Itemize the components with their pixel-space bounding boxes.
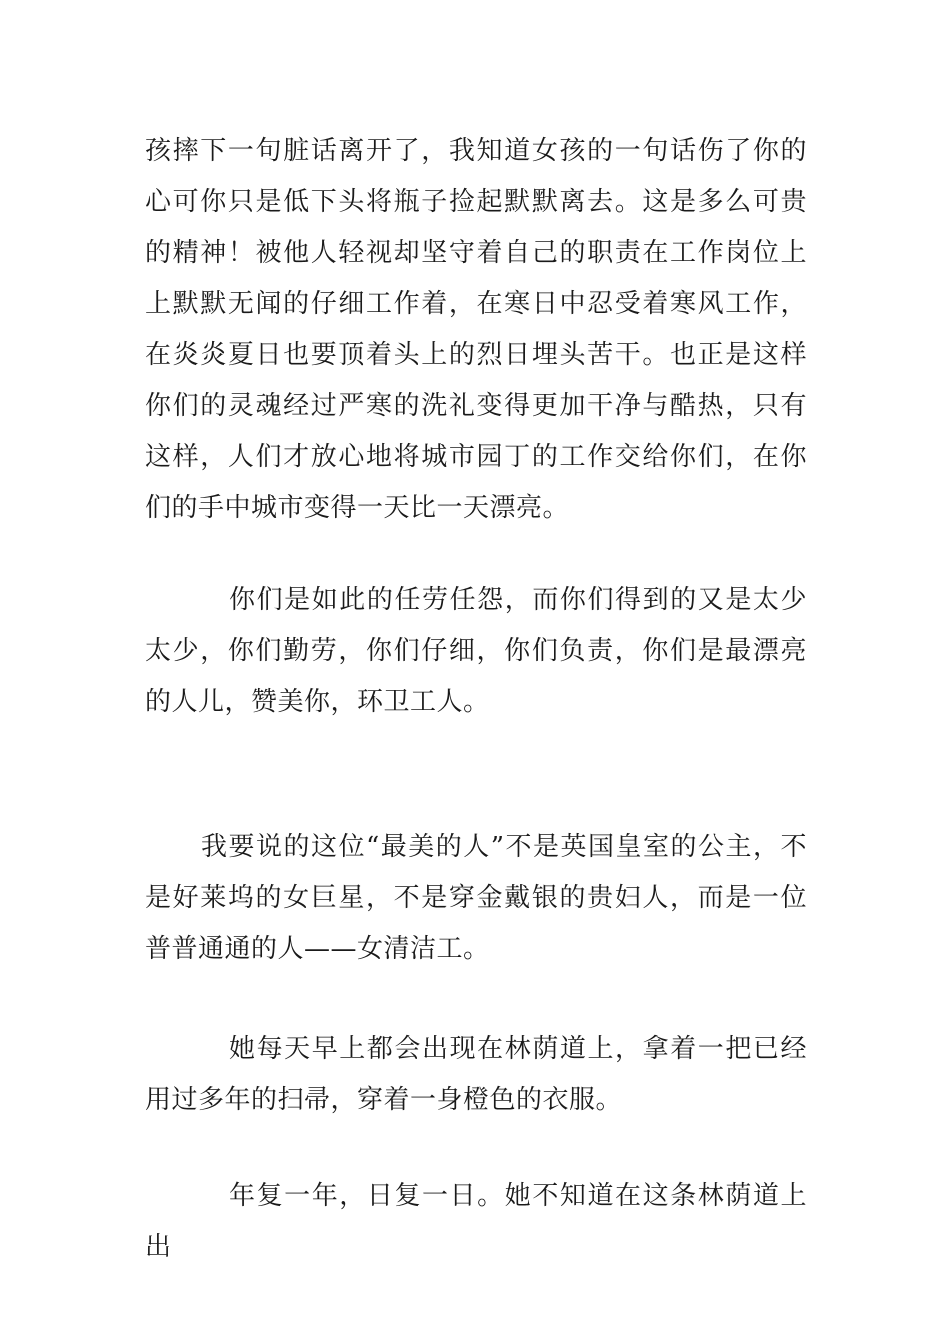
paragraph-4: 她每天早上都会出现在林荫道上，拿着一把已经用过多年的扫帚，穿着一身橙色的衣服。 [145, 1034, 807, 1115]
paragraph-2: 你们是如此的任劳任怨，而你们得到的又是太少太少，你们勤劳，你们仔细，你们负责，你们是最漂亮的人儿，赞美你，环卫工人。 [145, 585, 807, 717]
paragraph-1: 孩摔下一句脏话离开了，我知道女孩的一句话伤了你的心可你只是低下头将瓶子捡起默默离去。这是多么可贵的精神！被他人轻视却坚守着自己的职责在工作岗位上上默默无闻的仔细工作着，在寒日中忍受着寒风工作，在炎炎夏日也要顶着头上的烈日埋头苦干。也正是这样你们的灵魂经过严寒的洗礼变得更加干净与酷热，只有这样，人们才放心地将城市园丁的工作交给你们，在你们的手中城市变得一天比一天漂亮。 [145, 136, 807, 523]
paragraph-5: 年复一年，日复一日。她不知道在这条林荫道上出 [145, 1181, 807, 1262]
paragraph-3: 我要说的这位“最美的人”不是英国皇室的公主，不是好莱坞的女巨星，不是穿金戴银的贵妇人，而是一位普普通通的人——女清洁工。 [145, 832, 807, 964]
